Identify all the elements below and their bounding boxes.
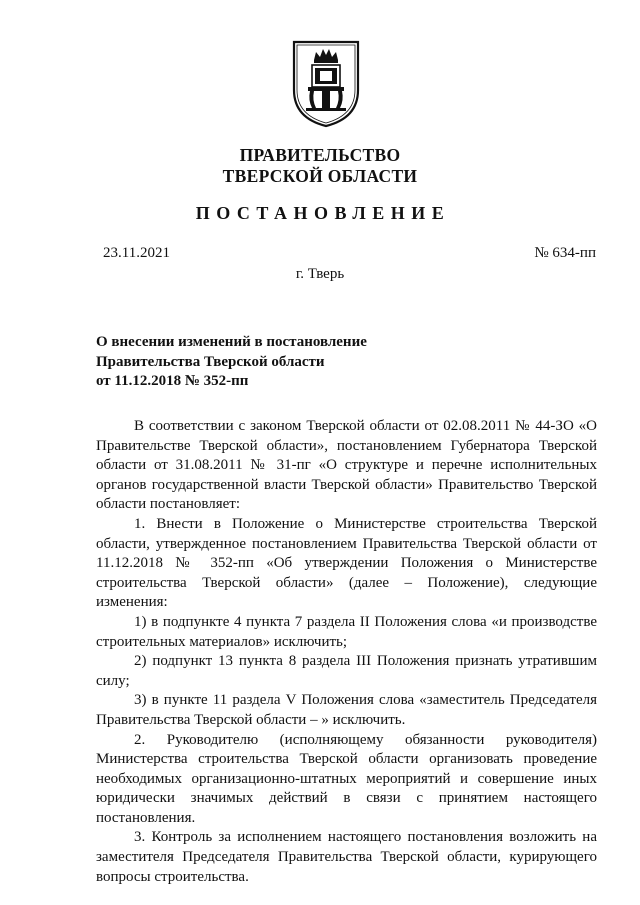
document-type-title: ПОСТАНОВЛЕНИЕ xyxy=(195,203,451,223)
document-subject xyxy=(96,333,367,392)
clause-2-paragraph: 2. Руководителю (исполняющему обязанности руководителя) Министерства строительства Тверской области организовать проведение необходимых организационно-штатных мероприятий и совершение иных юридически значимых действий в связи с принятием настоящего постановления. xyxy=(96,731,597,826)
clause-3-paragraph: 3. Контроль за исполнением настоящего постановления возложить на заместителя Председателя Правительства Тверской области, курирующего вопросы строительства. xyxy=(96,829,597,885)
document-city: г. Тверь xyxy=(295,266,345,282)
subject-line1: О внесении изменений в постановление xyxy=(96,334,367,350)
subclause-2-paragraph: 2) подпункт 13 пункта 8 раздела III Положения признать утратившим силу; xyxy=(96,653,597,689)
document-number: № 634-пп xyxy=(534,245,596,261)
document-body xyxy=(96,417,597,887)
subject-line2: Правительства Тверской области xyxy=(96,353,325,370)
organization-name-line1: ПРАВИТЕЛЬСТВО xyxy=(239,145,401,165)
document-date: 23.11.2021 xyxy=(103,245,170,261)
preamble-paragraph: В соответствии с законом Тверской области от 02.08.2011 № 44-ЗО «О Правительстве Тверской области», постановлением Губернатора Тверской области от 31.08.2011 № 31-пг «О структуре и перечне исполнительных органов государственной власти Тверской области» Правительство Тверской области постановляет: xyxy=(96,418,597,513)
coat-of-arms-icon xyxy=(290,38,362,128)
subclause-3-paragraph: 3) в пункте 11 раздела V Положения слова «заместитель Председателя Правительства Тверской области – » исключить. xyxy=(96,692,597,728)
organization-name-line2: ТВЕРСКОЙ ОБЛАСТИ xyxy=(222,166,418,186)
subclause-1-paragraph: 1) в подпункте 4 пункта 7 раздела II Положения слова «и производстве строительных материалов» исключить; xyxy=(96,613,597,650)
clause-1-paragraph: 1. Внести в Положение о Министерстве строительства Тверской области, утвержденное постановлением Правительства Тверской области от 11.12.2018 № 352-пп «Об утверждении Положения о Министерстве строительства Тверской области» (далее – Положение), следующие изменения: xyxy=(96,515,597,611)
subject-line3: от 11.12.2018 № 352-пп xyxy=(96,373,249,389)
